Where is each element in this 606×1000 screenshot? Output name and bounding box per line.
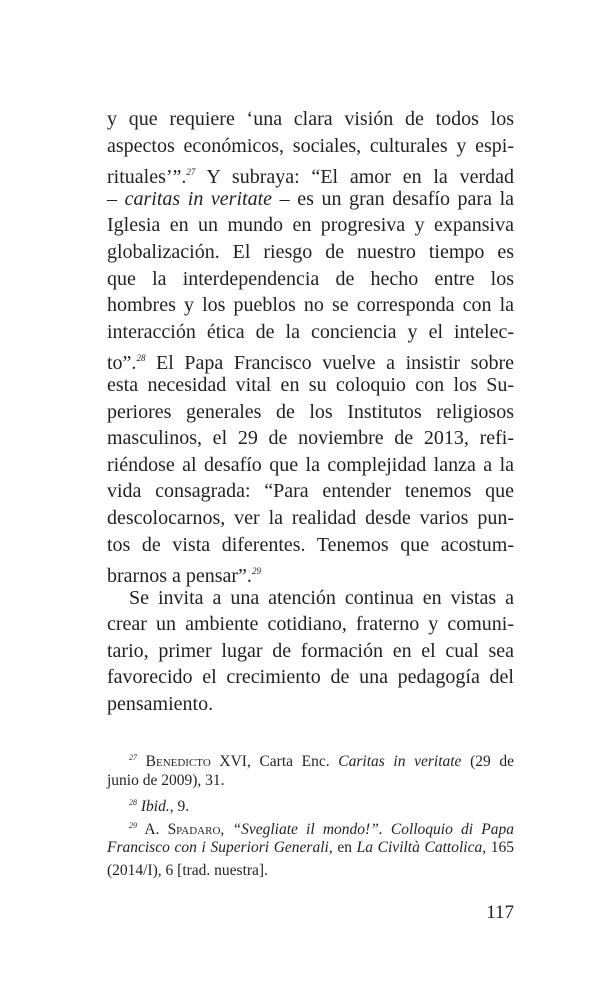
text-line <box>107 478 514 505</box>
footnote-marker: 28 <box>129 798 137 808</box>
text-segment: (29 de <box>461 753 515 770</box>
footnote-line <box>107 860 514 883</box>
text-line <box>107 585 514 612</box>
text-segment: vida consagrada: “Para entender tenemos que <box>107 480 514 503</box>
text-segment <box>137 753 146 770</box>
text-segment: (2014/I), 6 [trad. nuestra]. <box>107 861 268 879</box>
text-segment: Y subraya: “El amor en la verdad <box>195 166 514 189</box>
text-segment: Ibid. <box>140 798 170 816</box>
text-segment: tario, primer lugar de formación en el cual sea <box>107 639 514 662</box>
text-line <box>107 186 514 213</box>
text-segment: Caritas in veritate <box>338 753 462 770</box>
footnote-line <box>107 837 514 860</box>
text-line <box>107 292 514 319</box>
text-segment: riéndose al desafío que la complejidad lanza a la <box>107 453 514 476</box>
text-line <box>107 372 514 399</box>
text-segment: , en <box>328 839 357 857</box>
text-segment: “Svegliate il mondo!”. Colloquio di Papa <box>232 820 514 838</box>
text-line <box>107 212 514 239</box>
footnote-line <box>107 815 514 838</box>
text-line <box>107 106 514 133</box>
text-segment: La Civiltà Cattolica <box>356 839 483 857</box>
footnote-line <box>107 747 514 770</box>
text-segment: tos de vista diferentes. Tenemos que acostum- <box>107 533 514 556</box>
text-line <box>107 159 514 189</box>
text-segment: masculinos, el 29 de noviembre de 2013, refi- <box>107 427 514 450</box>
text-segment: y que requiere ‘una clara visión de todos los <box>107 108 514 130</box>
text-segment: favorecido el crecimiento de una pedagogía del <box>107 666 514 689</box>
text-segment: – <box>107 187 125 210</box>
text-line <box>107 532 514 559</box>
text-line <box>107 638 514 665</box>
text-line <box>107 505 514 532</box>
text-line <box>107 133 514 160</box>
text-line <box>107 399 514 426</box>
text-line <box>107 611 514 638</box>
body-text <box>107 106 514 718</box>
text-segment: caritas in veritate <box>124 187 273 210</box>
text-segment: crear un ambiente cotidiano, fraterno y comuni- <box>107 613 514 636</box>
text-line <box>107 266 514 293</box>
text-segment: aspectos económicos, sociales, culturales y espi- <box>107 134 514 157</box>
text-segment: rituales’”. <box>107 166 187 189</box>
text-segment: , <box>220 820 233 838</box>
text-segment: , 9. <box>169 798 190 816</box>
text-segment: periores generales de los Institutos religiosos <box>107 400 514 423</box>
text-segment: El Papa Francisco vuelve a insistir sobre <box>145 352 514 375</box>
footnotes <box>107 747 514 883</box>
text-line <box>107 558 514 588</box>
text-segment: interacción ética de la conciencia y el intelec- <box>107 320 514 343</box>
footnote-marker: 29 <box>129 820 137 830</box>
text-segment: brarnos a pensar”. <box>107 565 252 588</box>
text-line <box>107 239 514 266</box>
text-segment: descolocarnos, ver la realidad desde varios pun- <box>107 506 514 529</box>
text-line <box>107 664 514 691</box>
text-segment: esta necesidad vital en su coloquio con los Su- <box>107 373 514 396</box>
text-segment: Spadaro <box>167 820 221 838</box>
text-line <box>107 345 514 375</box>
text-line <box>107 452 514 479</box>
footnote-marker: 28 <box>136 353 146 364</box>
footnote-marker: 27 <box>129 753 137 762</box>
text-segment: , 165 <box>482 839 514 857</box>
text-segment: Iglesia en un mundo en progresiva y expansiva <box>107 214 514 237</box>
text-segment: Francisco con i Superiori Generali <box>107 839 329 857</box>
text-segment: Benedicto <box>145 753 211 770</box>
text-segment: Se invita a una atención continua en vistas a <box>129 586 514 609</box>
footnote-line <box>107 792 514 815</box>
text-segment: A. <box>137 820 168 838</box>
text-line <box>107 319 514 346</box>
text-line <box>107 691 514 718</box>
text-segment: que la interdependencia de hecho entre los <box>107 267 514 290</box>
text-segment: junio de 2009), 31. <box>107 771 225 789</box>
footnote-line <box>107 770 514 793</box>
footnote-marker: 27 <box>186 167 196 178</box>
text-segment: globalización. El riesgo de nuestro tiempo es <box>107 240 514 263</box>
text-line <box>107 425 514 452</box>
text-segment: – es un gran desafío para la <box>272 187 515 210</box>
text-segment: pensamiento. <box>107 693 214 716</box>
page-number: 117 <box>486 902 514 923</box>
text-segment: XVI, Carta Enc. <box>210 753 339 770</box>
footnote-marker: 29 <box>251 566 261 577</box>
text-segment: to”. <box>107 352 137 375</box>
text-segment: hombres y los pueblos no se corresponda con la <box>107 294 514 317</box>
